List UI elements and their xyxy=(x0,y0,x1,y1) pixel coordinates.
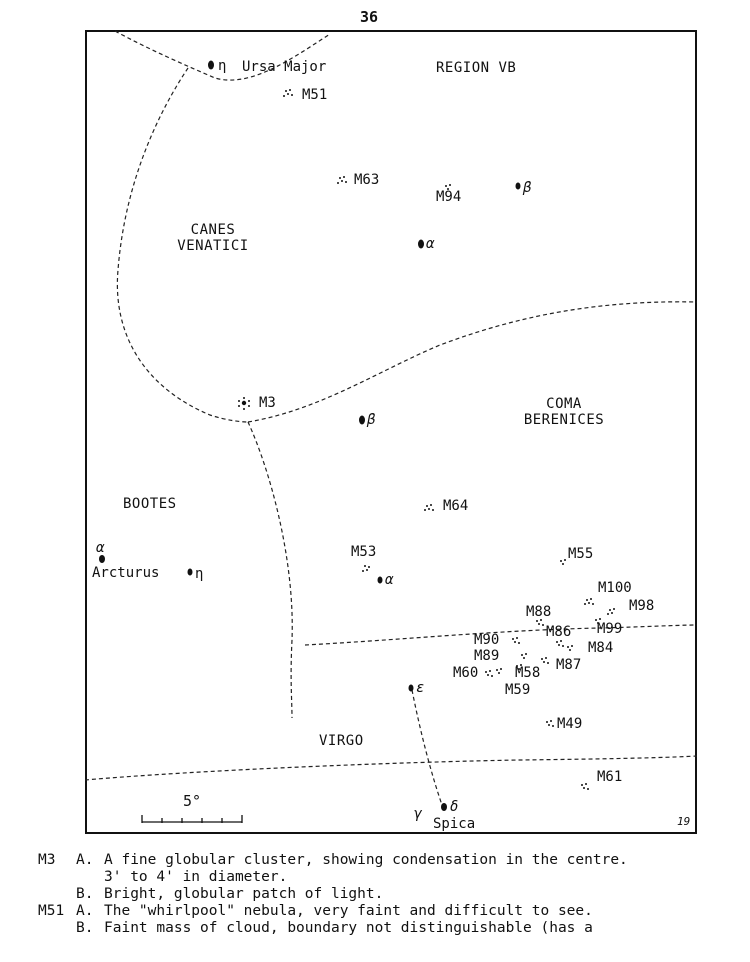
messier-label-m100: M100 xyxy=(598,580,632,596)
messier-label-m49: M49 xyxy=(557,716,583,732)
note-text: A fine globular cluster, showing condensation in the centre. xyxy=(104,852,628,868)
constellation-coma-line-1: COMA xyxy=(546,396,582,412)
constellation-virgo: VIRGO xyxy=(319,733,364,749)
star-beta-com xyxy=(359,416,365,425)
note-line xyxy=(38,869,628,886)
note-text: Bright, globular patch of light. xyxy=(104,886,384,902)
cluster-m89 xyxy=(521,653,527,659)
note-item: A. xyxy=(76,852,94,868)
star-eta-ursa-major xyxy=(208,61,214,70)
note-text: Faint mass of cloud, boundary not distinguishable (has a xyxy=(104,920,593,936)
cluster-marks xyxy=(238,89,615,790)
cluster-m51 xyxy=(283,89,293,97)
messier-label-m58: M58 xyxy=(515,665,541,681)
messier-label-m89: M89 xyxy=(474,648,500,664)
note-object xyxy=(38,920,76,937)
star-symbol-gamma-vir: γ xyxy=(414,806,423,822)
constellation-canes-venatici xyxy=(168,222,258,254)
messier-label-m98: M98 xyxy=(629,598,655,614)
cluster-m84 xyxy=(567,645,573,651)
cluster-m98 xyxy=(607,608,615,615)
cluster-m86 xyxy=(556,640,564,647)
page-number: 36 xyxy=(360,8,379,26)
cluster-m49 xyxy=(546,720,554,727)
corner-mark: 19 xyxy=(677,815,691,828)
messier-label-m94: M94 xyxy=(436,189,462,205)
line-epsilon-delta xyxy=(412,690,442,805)
note-line xyxy=(38,903,628,920)
star-beta-cvn xyxy=(516,183,521,190)
notes xyxy=(38,852,628,937)
messier-label-m55: M55 xyxy=(568,546,594,562)
messier-label-m99: M99 xyxy=(597,621,623,637)
messier-label-m84: M84 xyxy=(588,640,614,656)
messier-label-m51: M51 xyxy=(302,87,328,103)
constellation-canes-line-1: CANES xyxy=(190,222,236,238)
messier-label-m88: M88 xyxy=(526,604,552,620)
star-label-alpha-com: α xyxy=(385,572,394,588)
messier-label-m87: M87 xyxy=(556,657,582,673)
cluster-m53 xyxy=(362,565,370,572)
star-label-beta-com: β xyxy=(367,412,376,428)
star-delta-vir xyxy=(441,803,447,811)
cluster-m90 xyxy=(512,637,520,644)
note-object: M51 xyxy=(38,903,65,919)
cluster-m55 xyxy=(560,559,566,565)
star-eta-bootes xyxy=(188,569,193,576)
star-label-epsilon-vir: ε xyxy=(416,680,425,696)
note-item: B. xyxy=(76,920,94,936)
constellation-coma-line-2: BERENICES xyxy=(523,412,605,428)
star-alpha-com xyxy=(378,577,383,584)
messier-label-m86: M86 xyxy=(546,624,572,640)
cluster-m58 xyxy=(496,668,502,674)
star-label-beta-cvn: β xyxy=(523,180,532,196)
cluster-m61 xyxy=(581,783,589,790)
cluster-m63 xyxy=(337,176,347,184)
note-line xyxy=(38,852,628,869)
note-line xyxy=(38,920,628,937)
constellation-coma-berenices xyxy=(510,396,618,428)
star-label-eta-bootes: η xyxy=(195,566,204,582)
boundary-coma-virgo xyxy=(305,625,697,645)
cluster-m88 xyxy=(536,619,544,626)
messier-label-m53: M53 xyxy=(351,544,377,560)
note-item: A. xyxy=(76,903,94,919)
note-object xyxy=(38,886,76,903)
region-title: REGION VB xyxy=(436,60,517,76)
cluster-m100 xyxy=(584,598,594,605)
note-text: The "whirlpool" nebula, very faint and difficult to see. xyxy=(104,903,593,919)
cluster-m3 xyxy=(238,397,250,410)
messier-label-m90: M90 xyxy=(474,632,500,648)
star-epsilon-vir xyxy=(409,685,414,692)
star-alpha-cvn xyxy=(418,240,424,249)
star-label-ursa-major: Ursa Major xyxy=(242,59,327,75)
star-label-arcturus: Arcturus xyxy=(92,565,160,581)
boundary-bootes-virgo xyxy=(248,422,292,718)
messier-label-m3: M3 xyxy=(259,395,276,411)
messier-label-m61: M61 xyxy=(597,769,623,785)
messier-label-m60: M60 xyxy=(453,665,479,681)
note-line xyxy=(38,886,628,903)
cluster-m64 xyxy=(424,504,434,511)
messier-label-m63: M63 xyxy=(354,172,380,188)
constellation-bootes: BOOTES xyxy=(123,496,177,512)
cluster-m60 xyxy=(485,670,493,677)
boundary-canes-coma xyxy=(248,302,697,422)
messier-label-m59: M59 xyxy=(505,682,531,698)
star-label-spica: Spica xyxy=(433,816,476,832)
note-text: 3' to 4' in diameter. xyxy=(104,869,288,885)
note-item: B. xyxy=(76,886,94,902)
scale-label: 5° xyxy=(183,792,202,810)
star-label-eta-ursa-major: η xyxy=(218,58,227,74)
star-label-alpha-cvn: α xyxy=(426,236,435,252)
star-symbol-arcturus: α xyxy=(96,540,105,556)
star-label-delta-vir: δ xyxy=(450,799,459,815)
scale-bar xyxy=(142,815,242,823)
messier-label-m64: M64 xyxy=(443,498,469,514)
note-object: M3 xyxy=(38,852,56,868)
star-arcturus xyxy=(99,555,105,563)
cluster-m87 xyxy=(541,657,549,664)
constellation-canes-line-2: VENATICI xyxy=(177,238,249,254)
